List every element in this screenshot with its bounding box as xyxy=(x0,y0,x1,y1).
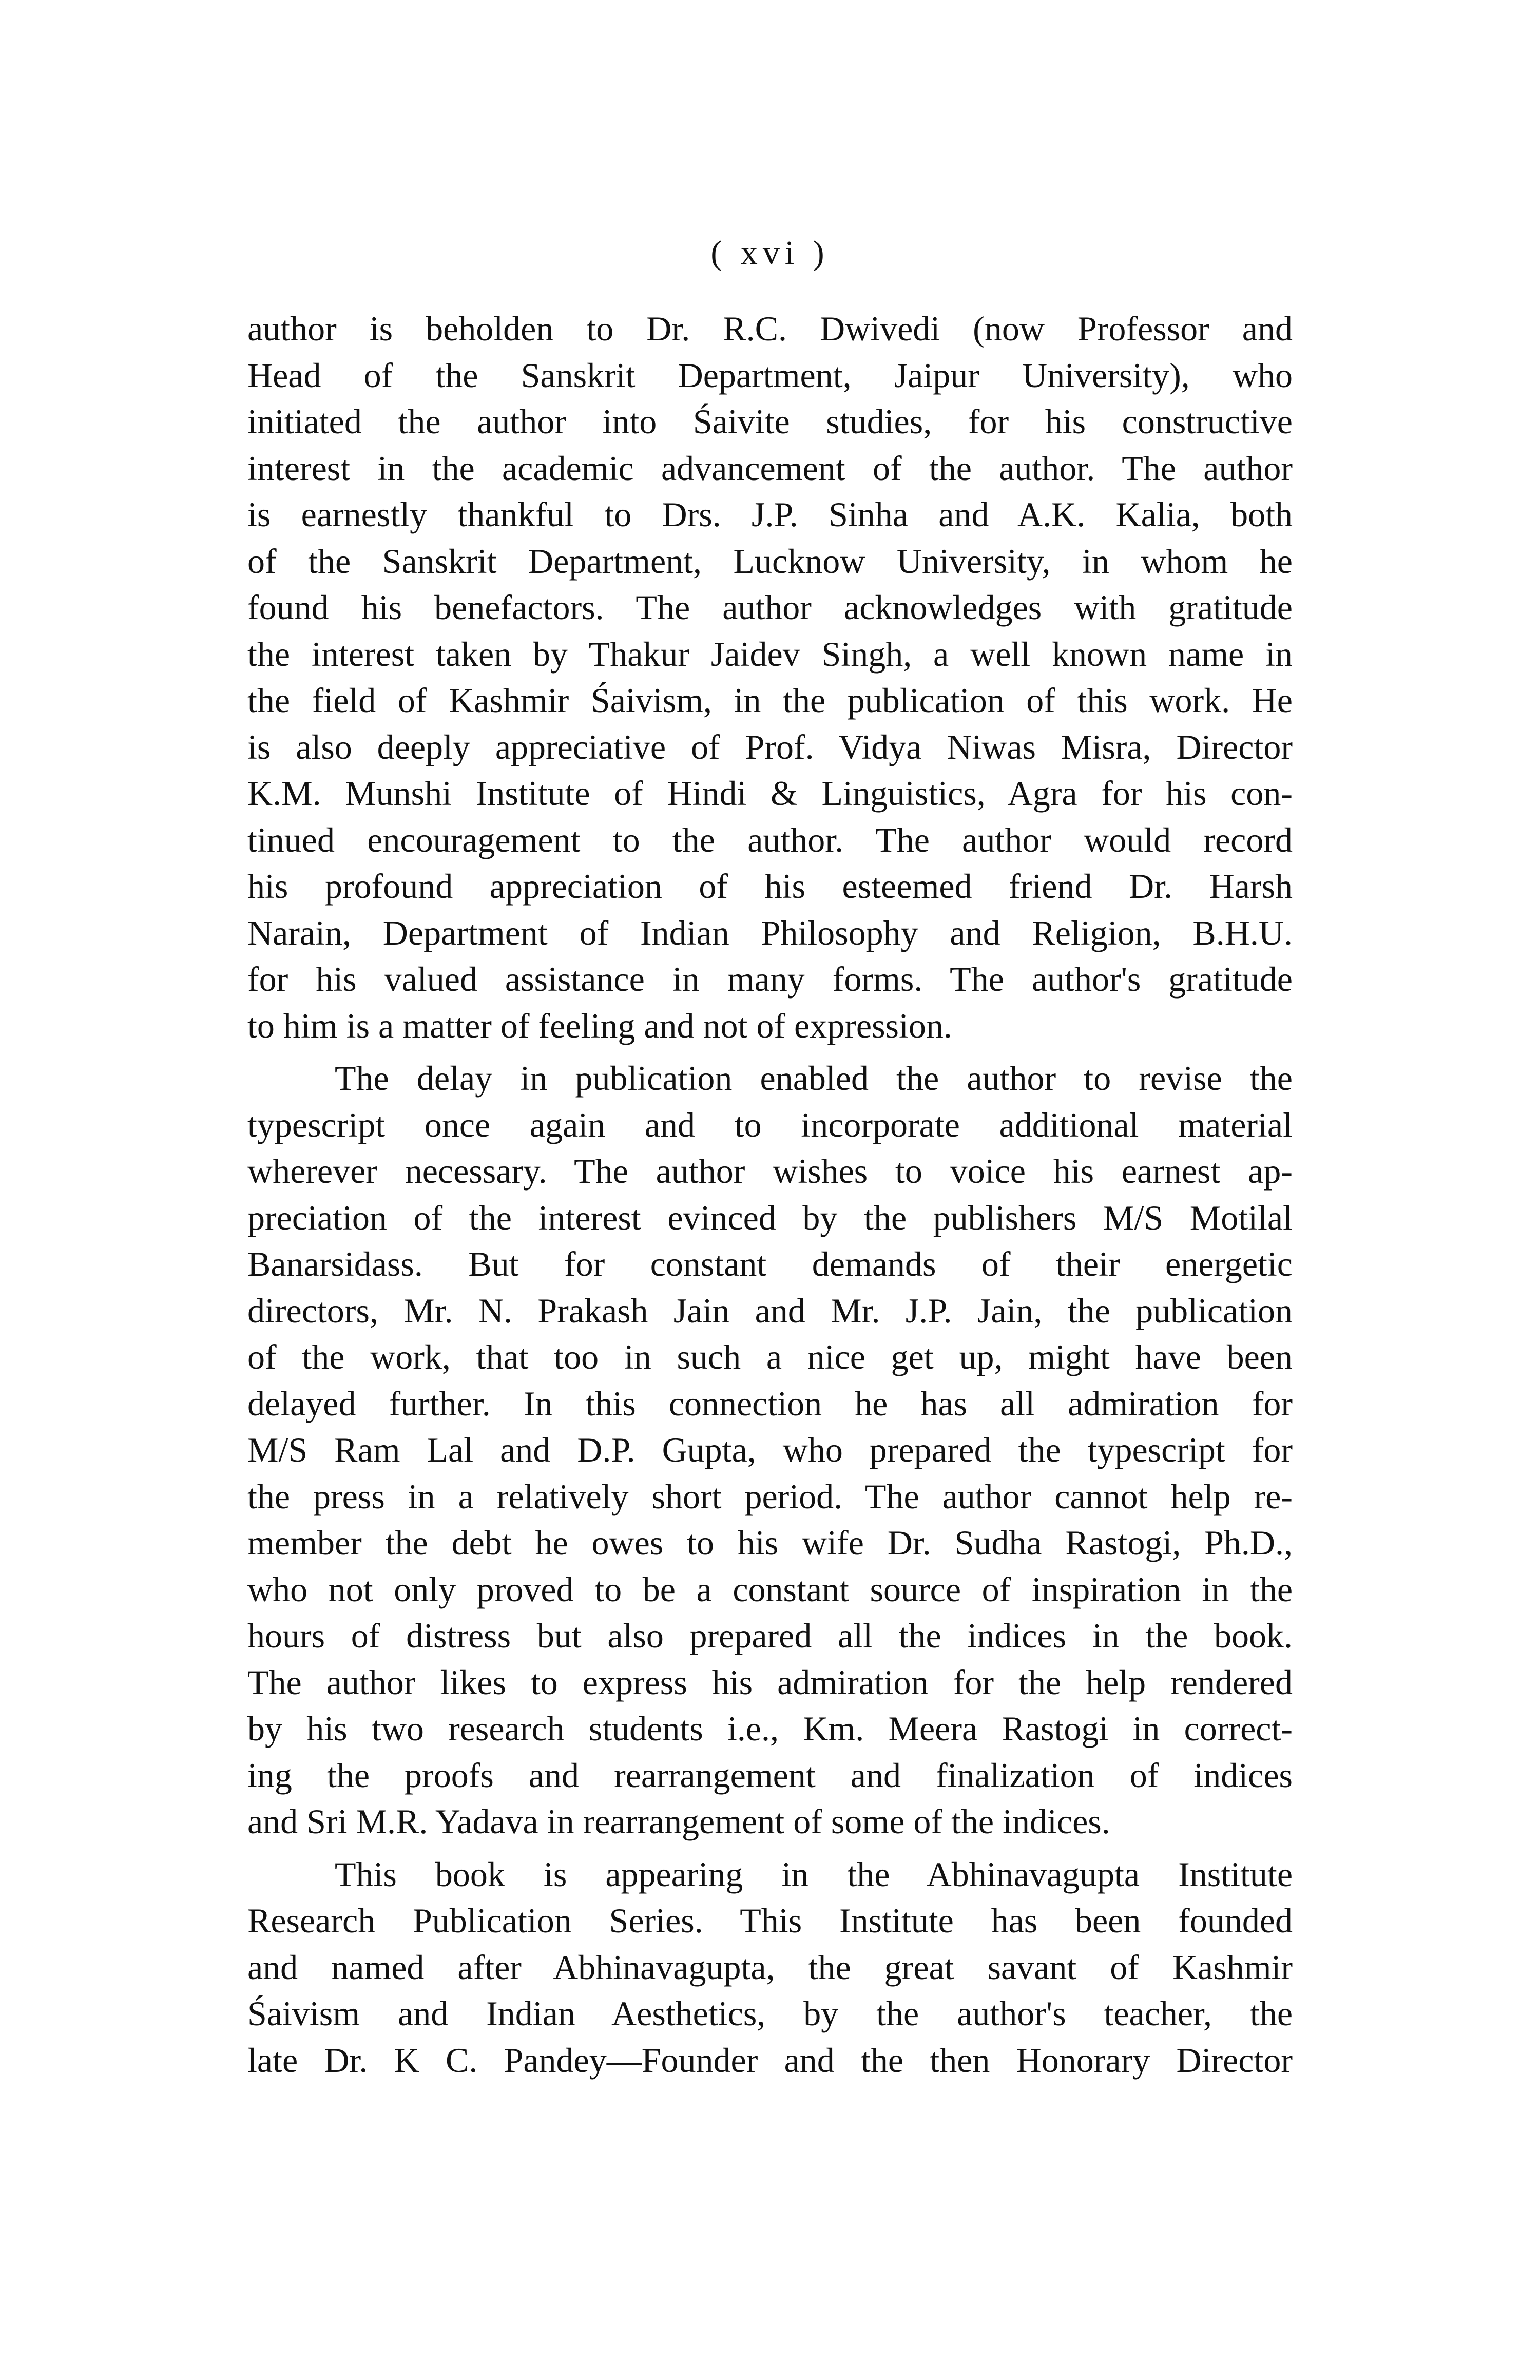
text-line: interest in the academic advancement of the author. The author xyxy=(247,448,1293,488)
paragraph xyxy=(247,1851,1293,2084)
text-line: delayed further. In this connection he has all admiration for xyxy=(247,1384,1293,1423)
body-text xyxy=(247,305,1293,2083)
text-line: ing the proofs and rearrangement and finalization of indices xyxy=(247,1755,1293,1795)
text-line: who not only proved to be a constant source of inspiration in the xyxy=(247,1569,1293,1609)
text-line: late Dr. K C. Pandey—Founder and the then Honorary Director xyxy=(247,2040,1293,2080)
paragraph xyxy=(247,305,1293,1049)
text-line: and Sri M.R. Yadava in rearrangement of some of the indices. xyxy=(247,1802,1110,1841)
text-line: The author likes to express his admiration for the help rendered xyxy=(247,1662,1293,1702)
paragraph-gap xyxy=(247,1049,1293,1055)
text-line: his profound appreciation of his esteemed friend Dr. Harsh xyxy=(247,867,1293,906)
text-line: of the work, that too in such a nice get up, might have been xyxy=(247,1337,1293,1376)
text-line: wherever necessary. The author wishes to voice his earnest ap- xyxy=(247,1151,1293,1191)
text-line: Śaivism and Indian Aesthetics, by the author's teacher, the xyxy=(247,1994,1293,2033)
text-line: the press in a relatively short period. The author cannot help re- xyxy=(247,1476,1293,1516)
text-line: author is beholden to Dr. R.C. Dwivedi (now Professor and xyxy=(247,309,1293,348)
paragraph-gap xyxy=(247,1845,1293,1851)
text-line: for his valued assistance in many forms. The author's gratitude xyxy=(247,959,1293,999)
text-line: is also deeply appreciative of Prof. Vidya Niwas Misra, Director xyxy=(247,727,1293,766)
text-line: the field of Kashmir Śaivism, in the publication of this work. He xyxy=(247,681,1293,720)
text-line: and named after Abhinavagupta, the great savant of Kashmir xyxy=(247,1947,1293,1987)
text-line: by his two research students i.e., Km. Meera Rastogi in correct- xyxy=(247,1709,1293,1748)
page-number: ( xvi ) xyxy=(710,234,830,272)
text-line: K.M. Munshi Institute of Hindi & Linguistics, Agra for his con- xyxy=(247,774,1293,813)
text-line: found his benefactors. The author acknowledges with gratitude xyxy=(247,588,1293,627)
paragraph xyxy=(247,1055,1293,1845)
text-line: initiated the author into Śaivite studies, for his constructive xyxy=(247,402,1293,441)
text-line: Head of the Sanskrit Department, Jaipur University), who xyxy=(247,355,1293,395)
text-line: the interest taken by Thakur Jaidev Singh, a well known name in xyxy=(247,634,1293,674)
text-line: Banarsidass. But for constant demands of their energetic xyxy=(247,1244,1293,1283)
text-line: member the debt he owes to his wife Dr. Sudha Rastogi, Ph.D., xyxy=(247,1523,1293,1562)
text-line: preciation of the interest evinced by the publishers M/S Motilal xyxy=(247,1198,1293,1237)
text-line: typescript once again and to incorporate additional material xyxy=(247,1105,1293,1144)
text-line: tinued encouragement to the author. The author would record xyxy=(247,820,1293,859)
text-line: Research Publication Series. This Institute has been founded xyxy=(247,1901,1293,1940)
text-line: of the Sanskrit Department, Lucknow University, in whom he xyxy=(247,541,1293,581)
text-line: The delay in publication enabled the author to revise the xyxy=(335,1059,1293,1098)
text-line: directors, Mr. N. Prakash Jain and Mr. J.P. Jain, the publication xyxy=(247,1291,1293,1330)
text-line: This book is appearing in the Abhinavagupta Institute xyxy=(335,1854,1293,1894)
text-line: is earnestly thankful to Drs. J.P. Sinha and A.K. Kalia, both xyxy=(247,495,1293,534)
text-line: M/S Ram Lal and D.P. Gupta, who prepared the typescript for xyxy=(247,1430,1293,1469)
text-line: Narain, Department of Indian Philosophy and Religion, B.H.U. xyxy=(247,913,1293,952)
text-line: to him is a matter of feeling and not of expression. xyxy=(247,1006,952,1045)
text-line: hours of distress but also prepared all the indices in the book. xyxy=(247,1616,1293,1655)
